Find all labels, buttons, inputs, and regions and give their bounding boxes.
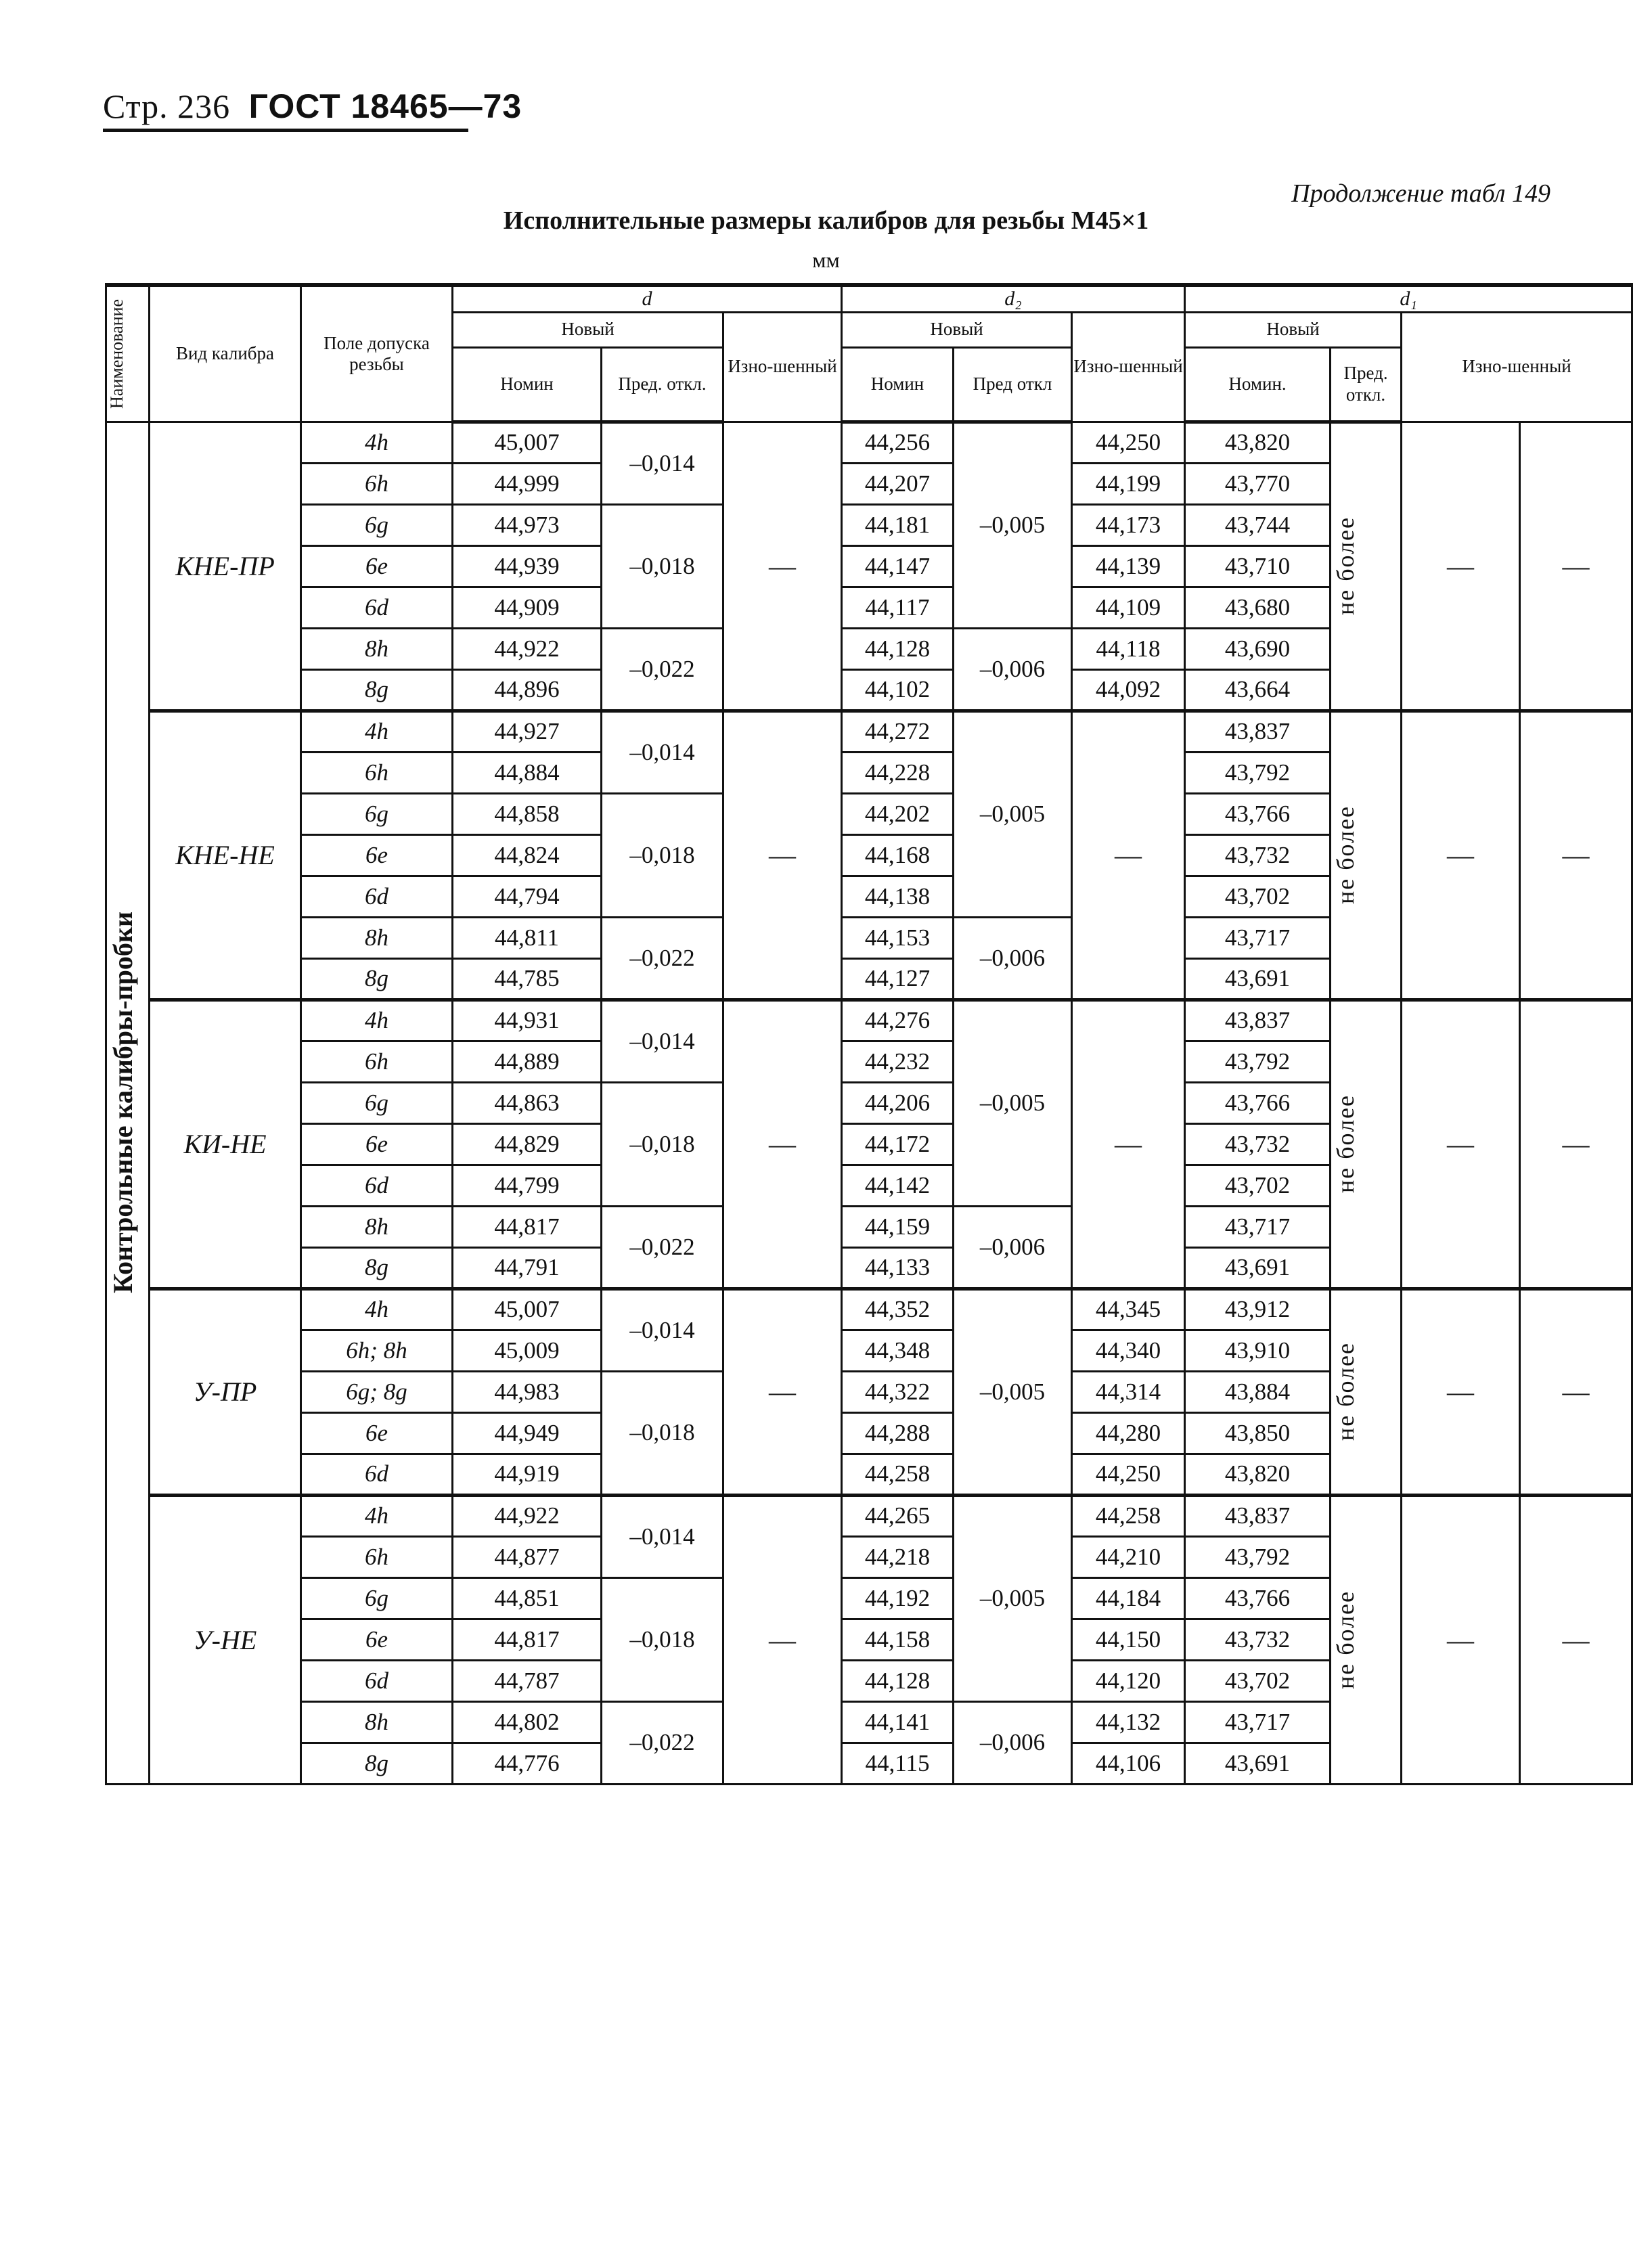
d-nominal: 44,776 — [453, 1743, 602, 1784]
not-more-label: не более — [1332, 516, 1360, 616]
d2-nominal: 44,128 — [842, 1660, 954, 1701]
d2-nominal: 44,153 — [842, 917, 954, 958]
d-nominal: 44,787 — [453, 1660, 602, 1701]
header-name: Наименование — [106, 285, 150, 422]
d1-deviation — [1331, 1288, 1402, 1495]
d2-deviation: –0,006 — [954, 1206, 1072, 1288]
d-nominal: 44,785 — [453, 958, 602, 1000]
tolerance-field: 8h — [301, 917, 453, 958]
d2-nominal: 44,181 — [842, 504, 954, 545]
d1-nominal: 43,820 — [1185, 422, 1331, 463]
header-tolerance-field: Поле допуска резьбы — [301, 285, 453, 422]
d-nominal: 45,009 — [453, 1330, 602, 1371]
tolerance-field: 6g — [301, 504, 453, 545]
d-nominal: 44,909 — [453, 587, 602, 628]
header-d1-worn: Изно-шенный — [1402, 312, 1632, 422]
continuation-note: Продолжение табл 149 — [1291, 179, 1550, 208]
d2-nominal: 44,218 — [842, 1536, 954, 1577]
d1-nominal: 43,766 — [1185, 793, 1331, 834]
d2-worn: 44,132 — [1072, 1701, 1185, 1743]
header-d-worn: Изно-шенный — [723, 312, 842, 422]
d-nominal: 44,817 — [453, 1206, 602, 1247]
d-nominal: 44,983 — [453, 1371, 602, 1412]
d1-nominal: 43,691 — [1185, 958, 1331, 1000]
d1-nominal: 43,837 — [1185, 711, 1331, 752]
tolerance-field: 8h — [301, 1206, 453, 1247]
tolerance-field: 6d — [301, 1165, 453, 1206]
tolerance-field: 6e — [301, 1619, 453, 1660]
d2-nominal: 44,202 — [842, 793, 954, 834]
tolerance-field: 4h — [301, 1495, 453, 1536]
page-number: Стр. 236 — [103, 87, 231, 125]
header-d2-nominal: Номин — [842, 347, 954, 422]
d-nominal: 44,851 — [453, 1577, 602, 1619]
d2-worn: 44,210 — [1072, 1536, 1185, 1577]
d2-deviation: –0,006 — [954, 628, 1072, 711]
d2-nominal: 44,228 — [842, 752, 954, 793]
table-row — [106, 711, 1632, 752]
header-underline — [103, 129, 468, 132]
d1-worn-dash: — — [1402, 1000, 1520, 1288]
gauge-type: КИ-НЕ — [150, 1000, 301, 1288]
d-nominal: 45,007 — [453, 422, 602, 463]
standard-number: ГОСТ 18465—73 — [248, 87, 522, 125]
d-worn: — — [723, 1495, 842, 1784]
header-gauge-type: Вид калибра — [150, 285, 301, 422]
d-nominal: 44,896 — [453, 669, 602, 711]
d-nominal: 44,939 — [453, 545, 602, 587]
d2-nominal: 44,256 — [842, 422, 954, 463]
d2-worn: 44,120 — [1072, 1660, 1185, 1701]
d1-nominal: 43,850 — [1185, 1412, 1331, 1454]
d1-nominal: 43,837 — [1185, 1495, 1331, 1536]
gauge-type: У-НЕ — [150, 1495, 301, 1784]
d2-nominal: 44,127 — [842, 958, 954, 1000]
d-deviation: –0,022 — [602, 1701, 723, 1784]
header-d-deviation: Пред. откл. — [602, 347, 723, 422]
header-d-new: Новый — [453, 312, 723, 347]
d2-deviation: –0,005 — [954, 1495, 1072, 1701]
page-header — [103, 87, 522, 126]
tolerance-field: 6h — [301, 463, 453, 504]
d2-nominal: 44,288 — [842, 1412, 954, 1454]
tolerance-field: 6h — [301, 752, 453, 793]
d2-nominal: 44,206 — [842, 1082, 954, 1123]
gauge-type: КНЕ-ПР — [150, 422, 301, 711]
tolerance-field: 6d — [301, 876, 453, 917]
d-deviation: –0,014 — [602, 1495, 723, 1577]
d2-nominal: 44,138 — [842, 876, 954, 917]
d-deviation: –0,018 — [602, 793, 723, 917]
d-deviation: –0,014 — [602, 711, 723, 793]
d1-nominal: 43,732 — [1185, 1123, 1331, 1165]
d2-worn: 44,314 — [1072, 1371, 1185, 1412]
d2-worn: 44,340 — [1072, 1330, 1185, 1371]
d-nominal: 45,007 — [453, 1288, 602, 1330]
d-nominal: 44,927 — [453, 711, 602, 752]
d-nominal: 44,802 — [453, 1701, 602, 1743]
d-deviation: –0,018 — [602, 1577, 723, 1701]
d-worn: — — [723, 422, 842, 711]
d2-deviation: –0,005 — [954, 422, 1072, 628]
d-deviation: –0,014 — [602, 1000, 723, 1082]
header-d1-deviation: Пред. откл. — [1331, 347, 1402, 422]
d2-worn: 44,250 — [1072, 422, 1185, 463]
d-nominal: 44,863 — [453, 1082, 602, 1123]
tolerance-field: 4h — [301, 1288, 453, 1330]
d-deviation: –0,022 — [602, 917, 723, 1000]
d2-nominal: 44,172 — [842, 1123, 954, 1165]
d2-worn: 44,173 — [1072, 504, 1185, 545]
table-header — [106, 285, 1632, 422]
tolerance-field: 6d — [301, 1454, 453, 1495]
d-nominal: 44,824 — [453, 834, 602, 876]
header-d-nominal: Номин — [453, 347, 602, 422]
d-deviation: –0,022 — [602, 1206, 723, 1288]
d2-nominal: 44,158 — [842, 1619, 954, 1660]
d1-nominal: 43,884 — [1185, 1371, 1331, 1412]
d-deviation: –0,022 — [602, 628, 723, 711]
table-body — [106, 422, 1632, 1784]
d-nominal: 44,858 — [453, 793, 602, 834]
tolerance-field: 6h — [301, 1041, 453, 1082]
tolerance-field: 8g — [301, 1743, 453, 1784]
table-row — [106, 422, 1632, 463]
d1-worn-dash: — — [1520, 711, 1632, 1000]
d1-nominal: 43,702 — [1185, 1165, 1331, 1206]
d1-worn-dash: — — [1402, 422, 1520, 711]
d1-worn-dash: — — [1520, 1288, 1632, 1495]
d2-nominal: 44,207 — [842, 463, 954, 504]
table-title: Исполнительные размеры калибров для резьбы M45×1 — [503, 206, 1149, 235]
d2-nominal: 44,265 — [842, 1495, 954, 1536]
d1-nominal: 43,792 — [1185, 1041, 1331, 1082]
d2-nominal: 44,192 — [842, 1577, 954, 1619]
d2-nominal: 44,352 — [842, 1288, 954, 1330]
header-d1: d₁ — [1185, 285, 1632, 312]
tolerance-field: 8g — [301, 958, 453, 1000]
d2-nominal: 44,258 — [842, 1454, 954, 1495]
d1-nominal: 43,690 — [1185, 628, 1331, 669]
d-nominal: 44,791 — [453, 1247, 602, 1288]
d2-worn: 44,092 — [1072, 669, 1185, 711]
header-d2: d₂ — [842, 285, 1185, 312]
d1-nominal: 43,717 — [1185, 1206, 1331, 1247]
table-row — [106, 1288, 1632, 1330]
d2-worn: — — [1072, 711, 1185, 1000]
d-nominal: 44,889 — [453, 1041, 602, 1082]
d-worn: — — [723, 1288, 842, 1495]
d-nominal: 44,884 — [453, 752, 602, 793]
d1-worn-dash: — — [1402, 1288, 1520, 1495]
d2-nominal: 44,322 — [842, 1371, 954, 1412]
d2-worn: 44,109 — [1072, 587, 1185, 628]
d1-worn-dash: — — [1520, 1000, 1632, 1288]
d-nominal: 44,973 — [453, 504, 602, 545]
d2-deviation: –0,005 — [954, 1288, 1072, 1495]
d-nominal: 44,999 — [453, 463, 602, 504]
not-more-label: не более — [1332, 1342, 1360, 1441]
d1-nominal: 43,702 — [1185, 876, 1331, 917]
d1-worn-dash: — — [1520, 422, 1632, 711]
d1-nominal: 43,691 — [1185, 1743, 1331, 1784]
d2-worn: 44,258 — [1072, 1495, 1185, 1536]
d2-nominal: 44,115 — [842, 1743, 954, 1784]
d1-nominal: 43,691 — [1185, 1247, 1331, 1288]
tolerance-field: 6h — [301, 1536, 453, 1577]
tolerance-field: 4h — [301, 1000, 453, 1041]
not-more-label: не более — [1332, 805, 1360, 905]
d-deviation: –0,014 — [602, 422, 723, 504]
d1-nominal: 43,770 — [1185, 463, 1331, 504]
tolerance-field: 8g — [301, 1247, 453, 1288]
d1-nominal: 43,912 — [1185, 1288, 1331, 1330]
d2-worn: 44,199 — [1072, 463, 1185, 504]
d2-nominal: 44,159 — [842, 1206, 954, 1247]
d2-nominal: 44,142 — [842, 1165, 954, 1206]
d2-nominal: 44,348 — [842, 1330, 954, 1371]
d1-nominal: 43,766 — [1185, 1082, 1331, 1123]
tolerance-field: 4h — [301, 711, 453, 752]
d1-worn-dash: — — [1520, 1495, 1632, 1784]
d-nominal: 44,811 — [453, 917, 602, 958]
d2-deviation: –0,005 — [954, 711, 1072, 917]
d2-nominal: 44,117 — [842, 587, 954, 628]
d1-nominal: 43,664 — [1185, 669, 1331, 711]
d-deviation: –0,014 — [602, 1288, 723, 1371]
table-row — [106, 1495, 1632, 1536]
d2-worn: 44,106 — [1072, 1743, 1185, 1784]
group-name-cell — [106, 422, 150, 1784]
gauge-dimensions-table — [105, 283, 1633, 1785]
d2-worn: 44,150 — [1072, 1619, 1185, 1660]
tolerance-field: 8h — [301, 628, 453, 669]
d1-worn-dash: — — [1402, 711, 1520, 1000]
d-nominal: 44,877 — [453, 1536, 602, 1577]
unit-label: мм — [812, 248, 840, 272]
header-d1-nominal: Номин. — [1185, 347, 1331, 422]
d1-nominal: 43,837 — [1185, 1000, 1331, 1041]
tolerance-field: 6g; 8g — [301, 1371, 453, 1412]
d-nominal: 44,799 — [453, 1165, 602, 1206]
header-d2-deviation: Пред откл — [954, 347, 1072, 422]
tolerance-field: 6e — [301, 1123, 453, 1165]
d-nominal: 44,919 — [453, 1454, 602, 1495]
d2-worn: 44,139 — [1072, 545, 1185, 587]
tolerance-field: 6g — [301, 1577, 453, 1619]
tolerance-field: 4h — [301, 422, 453, 463]
d1-nominal: 43,680 — [1185, 587, 1331, 628]
d2-worn: 44,250 — [1072, 1454, 1185, 1495]
d1-deviation — [1331, 711, 1402, 1000]
d-nominal: 44,931 — [453, 1000, 602, 1041]
tolerance-field: 6g — [301, 1082, 453, 1123]
d-deviation: –0,018 — [602, 1371, 723, 1495]
d2-worn: 44,118 — [1072, 628, 1185, 669]
d2-nominal: 44,168 — [842, 834, 954, 876]
d1-nominal: 43,732 — [1185, 834, 1331, 876]
d1-nominal: 43,710 — [1185, 545, 1331, 587]
d1-nominal: 43,820 — [1185, 1454, 1331, 1495]
d1-nominal: 43,702 — [1185, 1660, 1331, 1701]
header-d: d — [453, 285, 842, 312]
d2-nominal: 44,147 — [842, 545, 954, 587]
d1-nominal: 43,717 — [1185, 1701, 1331, 1743]
d-worn: — — [723, 1000, 842, 1288]
d1-nominal: 43,732 — [1185, 1619, 1331, 1660]
d1-deviation — [1331, 422, 1402, 711]
tolerance-field: 6h; 8h — [301, 1330, 453, 1371]
d-nominal: 44,794 — [453, 876, 602, 917]
d1-deviation — [1331, 1495, 1402, 1784]
d1-deviation — [1331, 1000, 1402, 1288]
d2-deviation: –0,006 — [954, 1701, 1072, 1784]
header-d2-new: Новый — [842, 312, 1072, 347]
tolerance-field: 6g — [301, 793, 453, 834]
d2-worn: 44,280 — [1072, 1412, 1185, 1454]
d1-nominal: 43,744 — [1185, 504, 1331, 545]
not-more-label: не более — [1332, 1590, 1360, 1689]
d2-nominal: 44,128 — [842, 628, 954, 669]
d2-nominal: 44,276 — [842, 1000, 954, 1041]
d1-nominal: 43,766 — [1185, 1577, 1331, 1619]
tolerance-field: 8h — [301, 1701, 453, 1743]
d2-worn: — — [1072, 1000, 1185, 1288]
d2-worn: 44,345 — [1072, 1288, 1185, 1330]
gauge-type: У-ПР — [150, 1288, 301, 1495]
d2-nominal: 44,102 — [842, 669, 954, 711]
tolerance-field: 6e — [301, 545, 453, 587]
tolerance-field: 8g — [301, 669, 453, 711]
d2-nominal: 44,141 — [842, 1701, 954, 1743]
d2-deviation: –0,006 — [954, 917, 1072, 1000]
tolerance-field: 6e — [301, 834, 453, 876]
tolerance-field: 6d — [301, 1660, 453, 1701]
d-nominal: 44,922 — [453, 628, 602, 669]
d2-nominal: 44,272 — [842, 711, 954, 752]
d-nominal: 44,817 — [453, 1619, 602, 1660]
header-d2-worn: Изно-шенный — [1072, 312, 1185, 422]
d1-worn-dash: — — [1402, 1495, 1520, 1784]
table-row — [106, 1000, 1632, 1041]
d-nominal: 44,829 — [453, 1123, 602, 1165]
d-deviation: –0,018 — [602, 504, 723, 628]
group-name: Контрольные калибры-пробки — [108, 912, 138, 1294]
not-more-label: не более — [1332, 1094, 1360, 1194]
d1-nominal: 43,792 — [1185, 1536, 1331, 1577]
d2-deviation: –0,005 — [954, 1000, 1072, 1206]
gauge-type: КНЕ-НЕ — [150, 711, 301, 1000]
tolerance-field: 6e — [301, 1412, 453, 1454]
d-nominal: 44,949 — [453, 1412, 602, 1454]
d2-nominal: 44,232 — [842, 1041, 954, 1082]
d1-nominal: 43,717 — [1185, 917, 1331, 958]
d1-nominal: 43,910 — [1185, 1330, 1331, 1371]
d2-worn: 44,184 — [1072, 1577, 1185, 1619]
d-nominal: 44,922 — [453, 1495, 602, 1536]
d-worn: — — [723, 711, 842, 1000]
d1-nominal: 43,792 — [1185, 752, 1331, 793]
d2-nominal: 44,133 — [842, 1247, 954, 1288]
header-d1-new: Новый — [1185, 312, 1402, 347]
tolerance-field: 6d — [301, 587, 453, 628]
d-deviation: –0,018 — [602, 1082, 723, 1206]
